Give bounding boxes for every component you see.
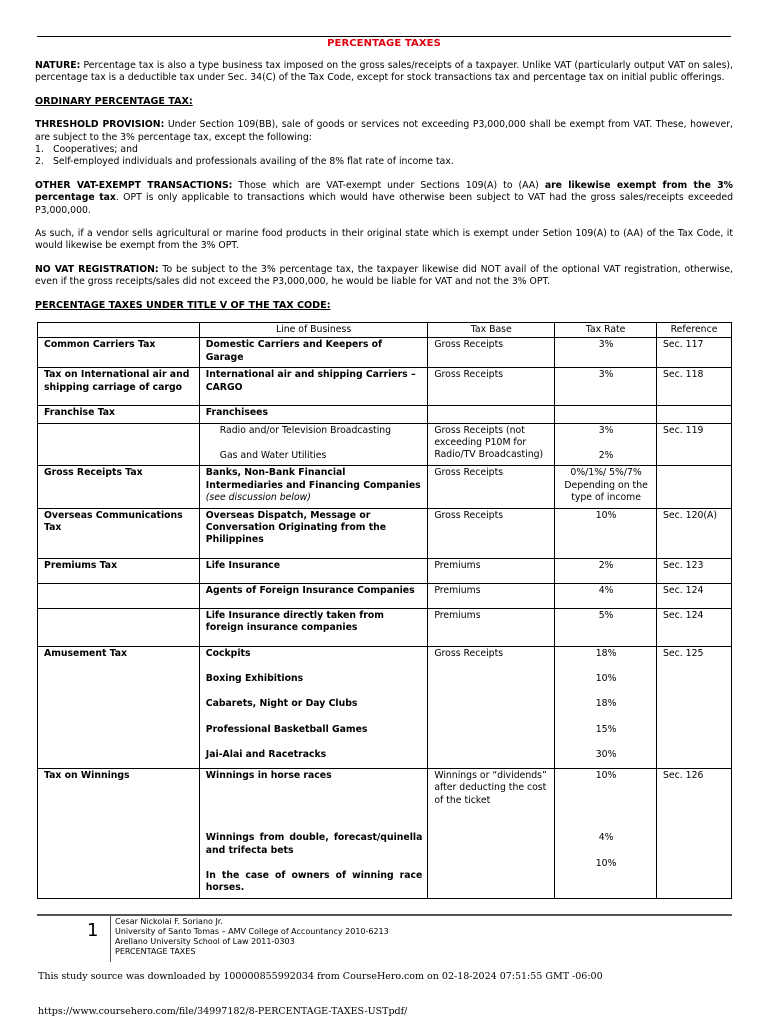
source-url[interactable]: https://www.coursehero.com/file/34997182/8-PERCENTAGE-TAXES-USTpdf/ <box>38 1006 408 1017</box>
table-row: Premiums Tax Life Insurance Premiums 2% Sec. 123 <box>38 558 732 583</box>
header-tax-base: Tax Base <box>428 323 555 338</box>
percentage-tax-table <box>37 322 732 899</box>
threshold-paragraph <box>35 119 733 144</box>
page-number: 1 <box>87 920 99 941</box>
header-tax <box>38 323 200 338</box>
table-row: Tax on Winnings Winnings in horse races Winnings from double, forecast/quinella and trifecta bets In the case of owners of winning race horses. Winnings or “dividends” after deducting the cost of the ticket 10% 4% 10% Sec. 126 <box>38 768 732 898</box>
header-reference: Reference <box>657 323 732 338</box>
page-title: PERCENTAGE TAXES <box>327 38 441 49</box>
no-vat-label: NO VAT REGISTRATION: <box>35 263 159 275</box>
table-row: Radio and/or Television Broadcasting Gas and Water Utilities Gross Receipts (not exceeding P10M for Radio/TV Broadcasting) 3% 2% Sec. 119 <box>38 423 732 466</box>
other-vat-label: OTHER VAT-EXEMPT TRANSACTIONS: <box>35 179 233 191</box>
threshold-label: THRESHOLD PROVISION: <box>35 119 165 131</box>
header-tax-rate: Tax Rate <box>555 323 657 338</box>
table-row: Agents of Foreign Insurance Companies Premiums 4% Sec. 124 <box>38 583 732 608</box>
download-notice: This study source was downloaded by 100000855992034 from CourseHero.com on 02-18-2024 07:51:55 GMT -06:00 <box>38 971 603 982</box>
threshold-exception-list <box>35 144 733 169</box>
list-item: 1. Cooperatives; and <box>35 144 138 156</box>
as-such-paragraph: As such, if a vendor sells agricultural or marine food products in their original state which is exempt under Setion 109(A) to (AA) of the Tax Code, it would likewise be exempt from the 3% OPT. <box>35 228 733 252</box>
footer-divider <box>110 916 111 962</box>
title-v-heading: PERCENTAGE TAXES UNDER TITLE V OF THE TAX CODE: <box>35 299 331 311</box>
document-body <box>35 60 733 323</box>
other-vat-paragraph: OTHER VAT-EXEMPT TRANSACTIONS: Those which are VAT-exempt under Sections 109(A) to (AA) are likewise exempt from the 3% percentage tax. OPT is only applicable to transactions which would have otherwise been subject to VAT had the gross sales/receipts exceeded P3,000,000. <box>35 179 733 216</box>
no-vat-paragraph: NO VAT REGISTRATION: To be subject to the 3% percentage tax, the taxpayer likewise did NOT avail of the optional VAT registration, otherwise, even if the gross receipts/sales did not exceed the P3,000,000, he would be liable for VAT and not the 3% OPT. <box>35 263 733 288</box>
footer-author-block: Cesar Nickolai F. Soriano Jr. University of Santo Tomas – AMV College of Accountancy 2010-6213 Arellano University School of Law 2011-0303 PERCENTAGE TAXES <box>115 917 389 956</box>
table-row: Amusement Tax Cockpits Boxing Exhibitions Cabarets, Night or Day Clubs Professional Basketball Games Jai-Alai and Racetracks Gross Receipts 18% 10% 18% 15% 30% Sec. 125 <box>38 646 732 768</box>
threshold-text: Under Section 109(BB), sale of goods or services not exceeding P3,000,000 shall be exempt from VAT. These, however, are subject to the 3% percentage tax, except the following: <box>35 119 733 143</box>
table-row: Franchise Tax Franchisees <box>38 406 732 423</box>
table-row: Life Insurance directly taken from foreign insurance companies Premiums 5% Sec. 124 <box>38 608 732 646</box>
header-line-of-business: Line of Business <box>199 323 428 338</box>
table-header-row <box>38 323 732 338</box>
table-row: Overseas Communications Tax Overseas Dispatch, Message or Conversation Originating from the Philippines Gross Receipts 10% Sec. 120(A) <box>38 508 732 558</box>
table-row: Tax on International air and shipping carriage of cargo International air and shipping Carriers – CARGO Gross Receipts 3% Sec. 118 <box>38 368 732 406</box>
nature-paragraph <box>35 60 733 85</box>
footer-rule <box>37 914 732 916</box>
list-item: 2. Self-employed individuals and professionals availing of the 8% flat rate of income tax. <box>35 156 454 168</box>
table-row: Gross Receipts Tax Banks, Non-Bank Financial Intermediaries and Financing Companies (see discussion below) Gross Receipts 0%/1%/ 5%/7% Depending on the type of income <box>38 466 732 508</box>
opt-heading: ORDINARY PERCENTAGE TAX: <box>35 95 193 107</box>
nature-label: NATURE: <box>35 60 81 71</box>
top-rule <box>37 36 731 37</box>
table-row: Common Carriers Tax Domestic Carriers and Keepers of Garage Gross Receipts 3% Sec. 117 <box>38 338 732 368</box>
nature-text: Percentage tax is also a type business tax imposed on the gross sales/receipts of a taxpayer. Unlike VAT (particularly output VAT on sales), percentage tax is a deductible tax under Sec. 34(C) of the Tax Code, except for stock transactions tax and percentage tax on initial public offerings. <box>35 60 733 84</box>
